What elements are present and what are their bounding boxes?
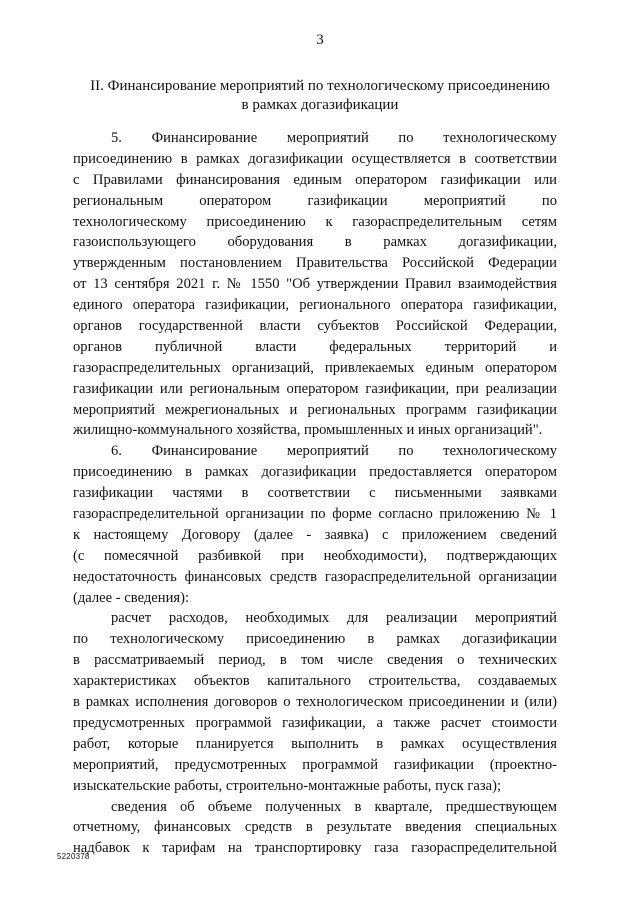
text-line: недостаточность финансовых средств газораспределительной организации <box>73 568 557 585</box>
text-line: 6. Финансирование мероприятий по технологическому <box>111 443 557 460</box>
text-line: газораспределительных организаций, привлекаемых единым оператором <box>73 359 557 376</box>
section-heading-line: II. Финансирование мероприятий по технологическому присоединению <box>90 78 550 94</box>
text-line: отчетному, финансовых средств в результате введения специальных <box>73 819 557 836</box>
text-line: присоединению в рамках догазификации предоставляется оператором <box>73 464 557 481</box>
text-line: в рассматриваемый период, в том числе сведения о технических <box>73 652 557 669</box>
text-line: газификации или региональным оператором газификации, при реализации <box>73 380 557 397</box>
text-line: газификации частями в соответствии с письменными заявками <box>73 485 557 502</box>
text-line: (с помесячной разбивкой при необходимости), подтверждающих <box>73 547 557 564</box>
text-line: в рамках исполнения договоров о технологическом присоединении и (или) <box>73 694 557 711</box>
text-line: с Правилами финансирования единым оператором газификации или <box>73 171 557 188</box>
text-line: региональным оператором газификации мероприятий по <box>73 192 557 209</box>
text-line: характеристиках объектов капитального строительства, создаваемых <box>73 673 557 690</box>
text-line: утвержденным постановлением Правительства Российской Федерации <box>73 255 557 272</box>
page-number: 3 <box>316 32 324 48</box>
body-text <box>73 128 557 859</box>
text-line: мероприятий, предусмотренных программой газификации (проектно- <box>73 756 557 773</box>
text-line: единого оператора газификации, регионального оператора газификации, <box>73 297 557 314</box>
text-line: газоиспользующего оборудования в рамках догазификации, <box>73 234 557 251</box>
text-line: 5. Финансирование мероприятий по технологическому <box>111 130 557 146</box>
text-line: газораспределительной организации по форме согласно приложению № 1 <box>73 506 557 523</box>
text-line: надбавок к тарифам на транспортировку газа газораспределительной <box>73 840 557 857</box>
text-line: сведения об объеме полученных в квартале, предшествующем <box>111 798 557 815</box>
text-line: предусмотренных программой газификации, а также расчет стоимости <box>73 714 557 731</box>
text-line: мероприятий межрегиональных и региональных программ газификации <box>73 401 557 418</box>
text-line: органов государственной власти субъектов Российской Федерации, <box>73 318 557 335</box>
document-code: 5220378 <box>57 852 90 861</box>
text-line: к настоящему Договору (далее - заявка) с приложением сведений <box>73 526 557 543</box>
section-heading <box>70 77 570 115</box>
text-line: расчет расходов, необходимых для реализации мероприятий <box>111 610 557 627</box>
text-line: технологическому присоединению к газораспределительным сетям <box>73 213 557 230</box>
text-line: работ, которые планируется выполнить в рамках осуществления <box>73 735 557 752</box>
text-line: органов публичной власти федеральных территорий и <box>73 338 557 355</box>
text-line: (далее - сведения): <box>73 589 190 606</box>
text-line: от 13 сентября 2021 г. № 1550 "Об утверждении Правил взаимодействия <box>73 276 557 293</box>
text-line: присоединению в рамках догазификации осуществляется в соответствии <box>73 150 557 167</box>
text-line: жилищно-коммунального хозяйства, промышленных и иных организаций". <box>73 422 543 439</box>
section-heading-line: в рамках догазификации <box>241 97 399 113</box>
text-line: изыскательские работы, строительно-монтажные работы, пуск газа); <box>73 777 502 794</box>
text-line: по технологическому присоединению в рамках догазификации <box>73 631 557 648</box>
